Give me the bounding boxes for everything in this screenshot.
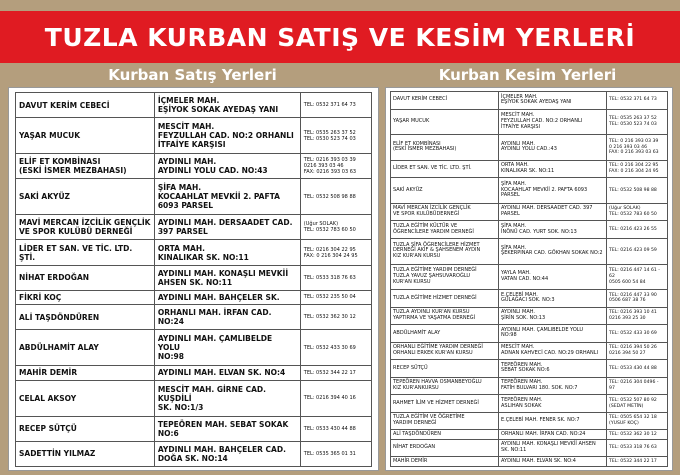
entry-name-text: TUZLA ŞİFA ÖĞRENCİLERE HİZMET DERNEĞİ AKİF & ŞAHSENEM AYDIN KIZ KUR'AN KURSU (393, 241, 481, 260)
entry-address-text: AYDINLI MAH. BAHÇELER CAD. DOĞA SK. NO:14 (157, 444, 286, 463)
entry-phone (300, 179, 371, 215)
entry-name (391, 238, 499, 264)
entry-address-text: TEPEÖREN MAH. SEBAT SOKAK NO:6 (157, 419, 289, 438)
table-row (16, 441, 372, 466)
entry-address (499, 178, 607, 204)
entry-address (154, 179, 300, 215)
entry-phone (300, 366, 371, 380)
entry-address-text: İÇMELER MAH. EŞİYOK SOKAK AYEDAŞ YANI (501, 93, 572, 106)
entry-address-text: TEPEÖREN MAH. ASLIHAN SOKAK (501, 396, 543, 409)
entry-phone (607, 290, 668, 308)
entry-name-text: ABDÜLHAMİT ALAY (393, 329, 441, 336)
entry-phone-text: TEL: 0533 430 44 88 (609, 365, 657, 371)
entry-name (16, 154, 155, 179)
entry-address-text: YAYLA MAH. VATAN CAD. NO:44 (501, 270, 549, 282)
entry-name (391, 109, 499, 135)
entry-name-text: ORHANLI EĞİTİME YARDIM DERNEĞİ ORHANLI ERKEK KUR'AN KURSU (393, 344, 483, 356)
entry-address-text: ORHANLI MAH. İRFAN CAD. NO:24 (157, 308, 272, 327)
page-title: TUZLA KURBAN SATIŞ VE KESİM YERLERİ (44, 22, 636, 52)
entry-address-text: TEPEÖREN MAH. FATİH BULVARI 180. SOK. NO:7 (501, 379, 578, 392)
entry-address-text: MESCİT MAH. FEYZULLAH CAD. NO:2 ORHANLI İTFAİYE KARŞISI (501, 112, 583, 130)
entry-name-text: TUZLA EĞİTİME HİZMET DERNEĞİ (393, 294, 477, 301)
entry-address-text: MESCİT MAH. GİRNE CAD. KUŞDİLİ SK. NO:1/3 (157, 384, 266, 412)
entry-address-text: AYDINLI MAH. KONAŞLI MEVKİİ AHSEN SK. NO:11 (501, 441, 596, 454)
entry-phone-text: TEL: 0 216 304 22 95 FAX: 0 216 304 24 95 (609, 163, 659, 174)
entry-phone (300, 305, 371, 330)
entry-phone (607, 178, 668, 204)
entry-phone (300, 290, 371, 304)
entry-phone-text: TEL: 0532 371 64 73 (303, 102, 356, 109)
entry-name (16, 330, 155, 366)
table-row (391, 342, 668, 360)
entry-name-text: NİHAT ERDOĞAN (393, 444, 436, 451)
entry-address (499, 457, 607, 467)
entry-phone (607, 342, 668, 360)
entry-name (391, 412, 499, 430)
entry-address (499, 203, 607, 221)
entry-name-text: RECEP SÜTÇÜ (393, 364, 428, 371)
entry-phone (607, 395, 668, 413)
entry-address (154, 330, 300, 366)
entry-phone (300, 93, 371, 118)
entry-phone-text: TEL: 0532 371 64 73 (609, 97, 657, 103)
entry-phone-text: TEL: 0216 393 03 39 0216 393 03 46 FAX: 0216 393 03 63 (303, 157, 357, 176)
entry-address (499, 307, 607, 325)
entry-phone-text: TEL: 0216 304 22 95 FAX: 0 216 304 24 95 (303, 246, 358, 259)
entry-name (391, 307, 499, 325)
entry-name-text: TUZLA EĞİTİM KÜLTÜR VE ÖĞRENCİLERE YARDIM DERNEĞİ (393, 222, 474, 235)
table-row (391, 238, 668, 264)
entry-phone (607, 92, 668, 110)
table-row (391, 221, 668, 239)
entry-phone (607, 264, 668, 290)
entry-phone (607, 238, 668, 264)
entry-name-text: MAHİR DEMİR (19, 368, 78, 378)
table-row (391, 412, 668, 430)
entry-phone-text: TEL: 0532 362 30 12 (303, 314, 356, 321)
entry-phone-text: TEL: 0532 362 30 12 (609, 431, 657, 437)
kesim-heading: Kurban Kesim Yerleri (438, 66, 617, 84)
table-row (391, 377, 668, 395)
entry-phone (300, 416, 371, 441)
entry-name-text: SAKİ AKYÜZ (393, 186, 423, 193)
entry-name (391, 203, 499, 221)
entry-phone (607, 325, 668, 343)
entry-phone-text: TEL: 0532 344 22 17 (303, 369, 356, 376)
entry-phone (607, 307, 668, 325)
entry-name-text: LİDER ET SAN. VE TİC. LTD. ŞTİ. (393, 165, 472, 172)
entry-name (16, 265, 155, 290)
entry-name-text: RAHMET İLİM VE HİZMET DERNEĞİ (393, 399, 479, 406)
entry-address-text: E.ÇELEBİ MAH. FENER SK. NO:7 (501, 417, 580, 424)
entry-phone-text: TEL: 0505 654 32 18 (YUSUF KOÇ) (609, 415, 657, 427)
entry-address-text: AYDINLI MAH. BAHÇELER SK. (157, 292, 280, 302)
table-row (16, 240, 372, 265)
entry-name (391, 342, 499, 360)
entry-name-text: SADETTİN YILMAZ (19, 449, 96, 459)
entry-address-text: TEPEÖREN MAH. SEBAT SOKAK NO:6 (501, 361, 550, 374)
entry-phone-text: TEL: 0532 344 22 17 (609, 458, 657, 464)
table-row (391, 307, 668, 325)
entry-address (499, 439, 607, 457)
entry-phone-text: TEL: 0535 263 37 52 TEL: 0530 523 74 03 (303, 129, 356, 142)
entry-address-text: ORTA MAH. KINALIKAR SK. NO:11 (157, 243, 249, 262)
entry-phone (607, 221, 668, 239)
entry-address (154, 215, 300, 240)
table-row (391, 160, 668, 178)
table-row (391, 135, 668, 161)
entry-phone (607, 412, 668, 430)
entry-name (391, 160, 499, 178)
entry-phone (607, 109, 668, 135)
entry-phone-text: TEL: 0216 423 26 55 (609, 226, 657, 232)
entry-address-text: ŞİFA MAH. KOCAAHLAT MEVKİİ 2. PAFTA 6093 PARSEL (501, 180, 588, 199)
entry-address-text: AYDINLI MAH. DERSAADET CAD. 397 PARSEL (501, 205, 593, 218)
entry-phone-text: (Uğur SOLAK) TEL: 0532 783 60 50 (303, 221, 356, 234)
table-row (16, 179, 372, 215)
entry-name-text: TUZLA EĞİTİME YARDIM DERNEĞİ TUZLA YAVUZ ŞAHSUVAROĞLU KUR'AN KURSU (393, 267, 477, 285)
satis-panel (8, 87, 379, 471)
table-row (16, 118, 372, 154)
entry-name-text: ALİ TAŞDÖNDÜREN (393, 430, 441, 437)
entry-name (391, 92, 499, 110)
entry-phone (607, 360, 668, 378)
entry-name (391, 457, 499, 467)
entry-phone-text: TEL: 0216 423 09 59 (609, 248, 657, 254)
entry-address (499, 360, 607, 378)
entry-address (154, 305, 300, 330)
entry-name-text: FİKRİ KOÇ (19, 292, 62, 302)
entry-address-text: AYDINLI MAH. KONAŞLI MEVKİİ AHSEN SK. NO:11 (157, 268, 289, 287)
entry-name (391, 290, 499, 308)
entry-phone-text: (Uğur SOLAK) TEL: 0532 783 60 50 (609, 206, 657, 218)
entry-address (154, 240, 300, 265)
entry-phone (300, 154, 371, 179)
entry-name-text: SAKİ AKYÜZ (19, 192, 70, 202)
table-row (16, 265, 372, 290)
entry-phone-text: TEL: 0533 318 76 63 (303, 274, 356, 281)
entry-phone-text: TEL: 0533 318 76 63 (609, 445, 657, 451)
entry-name (391, 221, 499, 239)
table-row (391, 290, 668, 308)
entry-name-text: MAVİ MERCAN İZCİLİK GENÇLİK VE SPOR KULÜBÜDERNEĞİ (393, 205, 471, 218)
entry-address-text: AYDINLI MAH. DERSAADET CAD. 397 PARSEL (157, 218, 293, 237)
entry-address (499, 109, 607, 135)
entry-phone (300, 118, 371, 154)
entry-name (391, 439, 499, 457)
entry-phone-text: TEL: 0532 433 30 69 (609, 330, 657, 336)
entry-name-text: CELAL AKSOY (19, 393, 77, 403)
entry-address-text: AYDINLI MAH. ŞİRİN SOK. NO:13 (501, 309, 546, 321)
entry-name (16, 290, 155, 304)
entry-name (391, 264, 499, 290)
entry-address (154, 416, 300, 441)
entry-name-text: NİHAT ERDOĞAN (19, 273, 90, 283)
entry-name-text: ELİF ET KOMBİNASI (ESKİ İSMER MEZBAHASI) (393, 140, 457, 153)
entry-phone-text: TEL: 0532 508 98 88 (303, 193, 356, 200)
entry-name-text: TUZLA AYDINLI KUR'AN KURSU YAPTIRMA VE YAŞATMA DERNEĞİ (393, 309, 476, 321)
entry-address (499, 325, 607, 343)
entry-address-text: AYDINLI MAH. AYDINLI YOLU CAD.:43 (501, 140, 557, 153)
entry-phone-text: TEL: 0535 263 37 52 TEL: 0530 523 74 03 (609, 116, 657, 127)
entry-address-text: ŞİFA MAH. İNÖNÜ CAD. YURT SOK. NO:13 (501, 222, 577, 235)
entry-name (391, 325, 499, 343)
entry-name (16, 366, 155, 380)
entry-name-text: RECEP SÜTÇÜ (19, 424, 77, 434)
title-banner (0, 11, 680, 63)
entry-name (16, 118, 155, 154)
entry-name (16, 240, 155, 265)
entry-phone-text: TEL: 0532 433 30 69 (303, 344, 356, 351)
entry-name-text: TUZLA EĞİTİM VE ÖĞRETİME YARDIM DERNEĞİ (393, 414, 465, 427)
entry-name-text: DAVUT KERİM CEBECİ (19, 100, 110, 110)
kesim-table (390, 91, 668, 467)
entry-address (499, 264, 607, 290)
entry-address (499, 395, 607, 413)
entry-address (154, 118, 300, 154)
entry-phone (300, 215, 371, 240)
satis-table (15, 92, 372, 467)
entry-name-text: MAHİR DEMİR (393, 457, 428, 464)
entry-phone (607, 377, 668, 395)
entry-name (391, 377, 499, 395)
table-row (391, 395, 668, 413)
entry-name-text: TEPEÖREN HAVVA OSMANBEYOĞLU KIZ KUR'ANKURSU (393, 379, 482, 392)
table-row (391, 439, 668, 457)
entry-phone (300, 330, 371, 366)
entry-name (391, 430, 499, 439)
entry-name (391, 360, 499, 378)
entry-phone (300, 441, 371, 466)
entry-address (499, 221, 607, 239)
entry-name (16, 441, 155, 466)
entry-address-text: ORTA MAH. KINALIKAR SK. NO:11 (501, 162, 555, 174)
table-row (391, 264, 668, 290)
entry-address (499, 135, 607, 161)
entry-phone (300, 240, 371, 265)
table-row (16, 215, 372, 240)
entry-address (499, 342, 607, 360)
entry-address (154, 93, 300, 118)
entry-address-text: İÇMELER MAH. EŞİYOK SOKAK AYEDAŞ YANI (157, 96, 279, 115)
table-row (16, 366, 372, 380)
table-row (16, 305, 372, 330)
entry-phone-text: TEL: 0216 304 0496 - 97 (609, 380, 659, 392)
entry-name (16, 93, 155, 118)
entry-address-text: MESCİT MAH. FEYZULLAH CAD. NO:2 ORHANLI İTFAİYE KARŞISI (157, 122, 294, 150)
table-row (391, 92, 668, 110)
entry-phone (300, 265, 371, 290)
entry-address (499, 238, 607, 264)
entry-address-text: MESCİT MAH. ADNAN KAHVECİ CAD. NO:29 ORHANLI (501, 344, 599, 356)
entry-phone-text: TEL: 0216 394 50 26 0216 394 50 27 (609, 345, 657, 356)
satis-heading: Kurban Satış Yerleri (108, 66, 277, 84)
table-row (16, 154, 372, 179)
entry-address-text: ORHANLI MAH. İRFAN CAD. NO:24 (501, 430, 586, 437)
entry-phone-text: TEL: 0532 508 98 88 (609, 187, 657, 193)
entry-name-text: ABDÜLHAMİT ALAY (19, 343, 99, 353)
table-row (391, 457, 668, 467)
entry-phone (607, 160, 668, 178)
entry-name (16, 179, 155, 215)
entry-address (499, 430, 607, 439)
entry-name-text: YAŞAR MUCUK (393, 117, 430, 124)
entry-name (391, 178, 499, 204)
entry-phone (607, 430, 668, 439)
table-row (16, 330, 372, 366)
entry-phone-text: TEL: 0 216 393 03 39 0 216 393 03 46 FAX: 0 216 393 03 63 (609, 138, 659, 156)
entry-phone (607, 439, 668, 457)
table-row (391, 430, 668, 439)
table-row (16, 416, 372, 441)
entry-address-text: ŞİFA MAH. ŞEKERPINAR CAD. GÖKHAN SOKAK NO:2 (501, 244, 603, 257)
entry-address-text: AYDINLI MAH. ELVAN SK. NO:4 (501, 457, 576, 464)
entry-phone-text: TEL: 0533 430 44 88 (303, 425, 356, 432)
entry-address (154, 441, 300, 466)
entry-address-text: AYDINLI MAH. AYDINLI YOLU CAD. NO:43 (157, 157, 268, 176)
entry-name-text: MAVİ MERCAN İZCİLİK GENÇLİK VE SPOR KULÜBÜ DERNEĞİ (19, 218, 151, 237)
entry-address (499, 412, 607, 430)
entry-name (16, 215, 155, 240)
entry-phone-text: TEL: 0216 393 10 41 0216 393 25 30 (609, 310, 657, 321)
entry-address (154, 265, 300, 290)
entry-name-text: ELİF ET KOMBİNASI (ESKİ İSMER MEZBAHASI) (19, 157, 127, 176)
entry-phone-text: TEL: 0216 447 14 61 - 62 0505 600 54 84 (609, 268, 660, 285)
entry-address (154, 380, 300, 416)
entry-address-text: AYDINLI MAH. ÇAMLIBELDE YOLU NO:98 (501, 326, 583, 339)
entry-name (391, 395, 499, 413)
entry-name (16, 380, 155, 416)
table-row (391, 325, 668, 343)
entry-name-text: DAVUT KERİM CEBECİ (393, 96, 448, 103)
entry-phone (607, 203, 668, 221)
entry-name (16, 305, 155, 330)
entry-address-text: E.ÇELEBİ MAH. GÜLAĞACI SOK. NO:3 (501, 291, 555, 304)
entry-phone (300, 380, 371, 416)
kesim-panel (385, 87, 673, 471)
entry-address-text: AYDINLI MAH. ÇAMLIBELDE YOLU NO:98 (157, 334, 273, 362)
entry-phone (607, 457, 668, 467)
entry-address (499, 92, 607, 110)
entry-name-text: LİDER ET SAN. VE TİC. LTD. ŞTİ. (19, 243, 133, 262)
table-row (16, 93, 372, 118)
entry-address-text: ŞİFA MAH. KOCAAHLAT MEVKİİ 2. PAFTA 6093 PARSEL (157, 183, 280, 211)
entry-address-text: AYDINLI MAH. ELVAN SK. NO:4 (157, 368, 286, 378)
table-row (391, 203, 668, 221)
entry-name-text: ALİ TAŞDÖNDÜREN (19, 312, 100, 322)
entry-phone (607, 135, 668, 161)
entry-address (499, 160, 607, 178)
top-strip (0, 0, 680, 11)
entry-phone-text: TEL: 0532 507 80 92 (SEDAT METİN) (609, 397, 657, 409)
table-row (16, 380, 372, 416)
entry-name-text: YAŞAR MUCUK (19, 131, 81, 141)
entry-name (391, 135, 499, 161)
entry-address (154, 154, 300, 179)
entry-name (16, 416, 155, 441)
entry-address (154, 366, 300, 380)
table-row (16, 290, 372, 304)
table-row (391, 360, 668, 378)
table-row (391, 178, 668, 204)
entry-phone-text: TEL: 0216 394 40 16 (303, 395, 356, 402)
entry-address (499, 377, 607, 395)
entry-address (499, 290, 607, 308)
entry-phone-text: TEL: 0216 447 33 90 0506 687 38 76 (609, 292, 657, 304)
table-row (391, 109, 668, 135)
entry-phone-text: TEL: 0535 365 01 31 (303, 450, 356, 457)
entry-address (154, 290, 300, 304)
entry-phone-text: TEL: 0532 235 50 04 (303, 294, 356, 301)
